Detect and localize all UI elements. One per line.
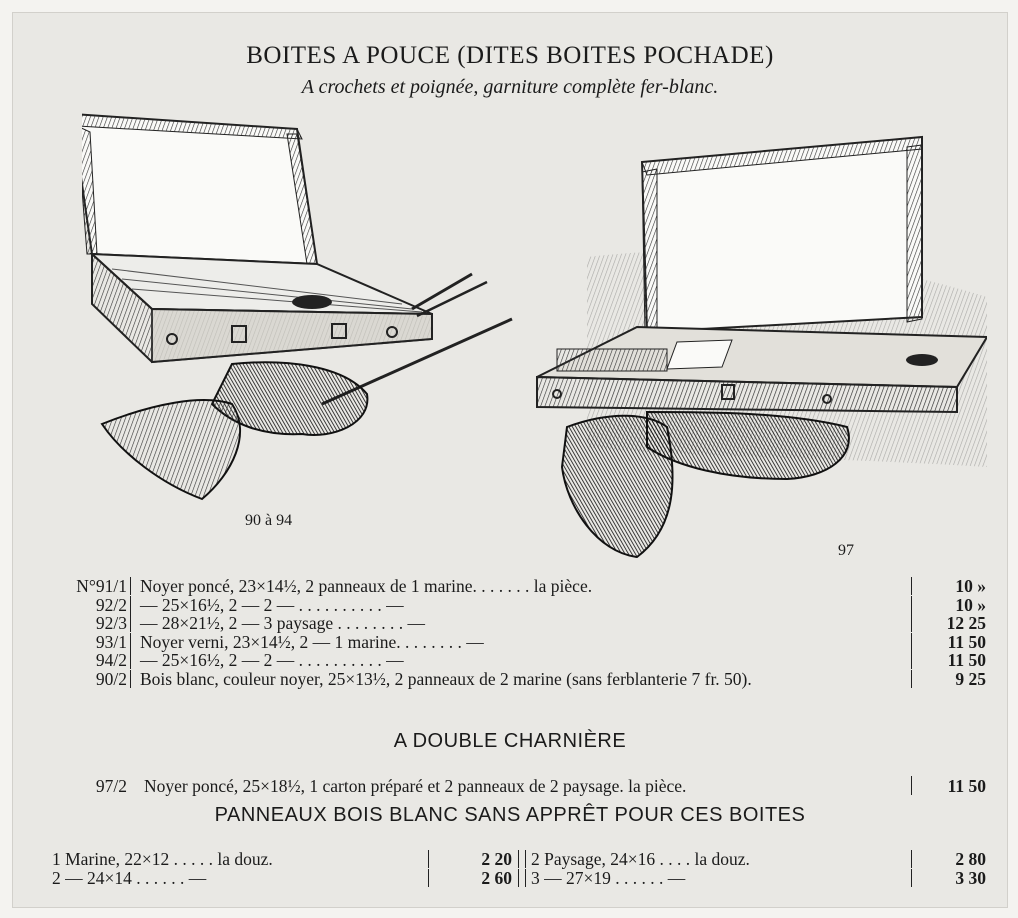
price-row xyxy=(42,614,992,633)
divider xyxy=(911,577,912,595)
divider xyxy=(130,633,137,651)
item-ref: 90/2 xyxy=(95,668,127,689)
panel-right-desc: 2 Paysage, 24×16 . . . . la douz. xyxy=(531,849,750,869)
panels-price-list xyxy=(42,850,992,887)
panel-right-desc: 3 — 27×19 . . . . . . — xyxy=(531,867,686,888)
catalog-page xyxy=(12,12,1008,908)
panel-row xyxy=(42,850,992,869)
item-ref: 94/2 xyxy=(95,650,127,670)
page-subtitle: A crochets et poignée, garniture complète fer-blanc. xyxy=(301,76,719,98)
divider xyxy=(428,869,429,887)
item-ref: 92/3 xyxy=(95,613,127,633)
item-price: 11 50 xyxy=(947,631,986,652)
divider xyxy=(911,596,912,614)
item-price: 11 50 xyxy=(947,776,986,796)
price-row xyxy=(42,577,992,596)
paint-box-illustration-left xyxy=(82,104,542,514)
divider xyxy=(911,633,912,651)
divider xyxy=(130,670,137,688)
divider xyxy=(130,577,137,595)
panel-left-price: 2 20 xyxy=(481,849,512,869)
item-desc: — 25×16½, 2 — 2 — . . . . . . . . . . — xyxy=(140,594,404,615)
double-divider xyxy=(518,869,526,887)
caption-right: 97 xyxy=(838,542,854,559)
item-price: 10 » xyxy=(955,594,986,615)
divider xyxy=(911,614,912,632)
panel-right-price: 3 30 xyxy=(955,867,986,888)
price-list xyxy=(42,577,992,688)
panel-right-price: 2 80 xyxy=(955,849,986,869)
page-title: BOITES A POUCE (DITES BOITES POCHADE) xyxy=(246,42,774,69)
panel-left-desc: 2 — 24×14 . . . . . . — xyxy=(52,867,207,888)
item-price: 11 50 xyxy=(947,650,986,670)
divider xyxy=(911,670,912,688)
divider xyxy=(911,776,912,795)
panel-left-desc: 1 Marine, 22×12 . . . . . la douz. xyxy=(52,849,273,869)
item-price: 12 25 xyxy=(946,613,986,633)
item-desc: Noyer poncé, 23×14½, 2 panneaux de 1 marine. . . . . . . la pièce. xyxy=(140,576,593,596)
item-ref: N°91/1 xyxy=(76,576,127,596)
item-price: 10 » xyxy=(955,576,986,596)
item-desc: — 25×16½, 2 — 2 — . . . . . . . . . . — xyxy=(140,650,404,670)
caption-left: 90 à 94 xyxy=(245,512,293,529)
item-ref: 97/2 xyxy=(95,776,127,796)
item-desc: Bois blanc, couleur noyer, 25×13½, 2 panneaux de 2 marine (sans ferblanterie 7 fr. 50). xyxy=(140,668,752,689)
price-row-97 xyxy=(42,776,992,798)
divider xyxy=(130,614,137,632)
section-heading-double-hinge: A DOUBLE CHARNIÈRE xyxy=(393,730,627,752)
price-row xyxy=(42,670,992,689)
double-divider xyxy=(518,850,526,868)
divider xyxy=(428,850,429,868)
divider xyxy=(911,651,912,669)
item-desc: Noyer poncé, 25×18½, 1 carton préparé et 2 panneaux de 2 paysage. la pièce. xyxy=(144,776,687,796)
divider xyxy=(911,850,912,868)
item-desc: — 28×21½, 2 — 3 paysage . . . . . . . . — xyxy=(140,613,425,633)
item-ref: 92/2 xyxy=(95,594,127,615)
item-desc: Noyer verni, 23×14½, 2 — 1 marine. . . . . . . . — xyxy=(140,631,484,652)
price-row xyxy=(42,651,992,670)
divider xyxy=(130,651,137,669)
item-ref: 93/1 xyxy=(95,631,127,652)
panel-left-price: 2 60 xyxy=(481,867,512,888)
panel-row xyxy=(42,869,992,888)
divider xyxy=(130,596,137,614)
price-row xyxy=(42,596,992,615)
paint-box-illustration-right xyxy=(527,127,987,577)
divider xyxy=(911,869,912,887)
item-price: 9 25 xyxy=(955,668,986,689)
section-heading-panels: PANNEAUX BOIS BLANC SANS APPRÊT POUR CES BOITES xyxy=(214,804,806,826)
price-row xyxy=(42,633,992,652)
